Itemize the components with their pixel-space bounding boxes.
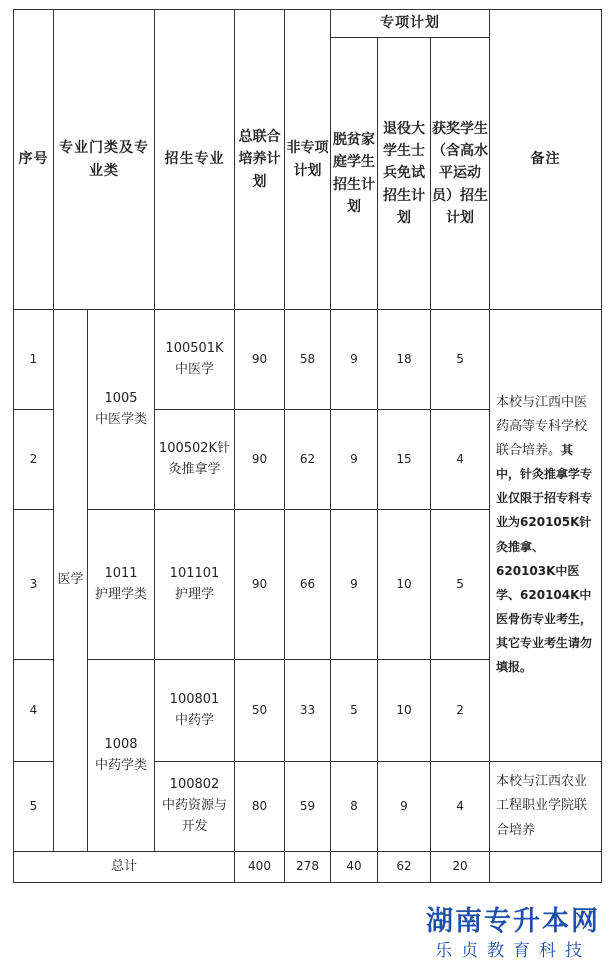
major-name: 灸推拿学	[168, 461, 221, 477]
enrollment-plan-table	[13, 9, 602, 883]
major-name: 中药学	[174, 712, 214, 728]
cell-non-special: 58	[285, 310, 331, 410]
cell-remark-2: 本校与江西农业工程职业学院联合培养	[490, 762, 602, 852]
cell-total: 90	[235, 510, 285, 660]
cell-major	[155, 660, 235, 762]
header-seq: 序号	[14, 10, 54, 310]
total-label: 总计	[14, 852, 235, 883]
cell-non-special: 33	[285, 660, 331, 762]
cell-group	[88, 660, 155, 852]
header-major: 招生专业	[155, 10, 235, 310]
cell-award: 5	[431, 310, 490, 410]
total-remark-empty	[490, 852, 602, 883]
major-code: 100502K针	[158, 440, 231, 456]
cell-group	[88, 310, 155, 510]
watermark-subtitle: 乐贞教育科技	[435, 941, 591, 961]
cell-award: 4	[431, 410, 490, 510]
header-non-special: 非专项计划	[285, 10, 331, 310]
cell-poverty: 9	[331, 410, 378, 510]
cell-seq: 2	[14, 410, 54, 510]
major-code: 100501K	[165, 340, 224, 356]
group-code: 1011	[104, 565, 138, 581]
cell-veterans: 18	[378, 310, 431, 410]
major-code: 100801	[169, 691, 220, 707]
cell-poverty: 9	[331, 310, 378, 410]
total-award: 20	[431, 852, 490, 883]
watermark-logo	[418, 905, 608, 963]
cell-seq: 4	[14, 660, 54, 762]
cell-total: 90	[235, 310, 285, 410]
cell-total: 50	[235, 660, 285, 762]
cell-non-special: 66	[285, 510, 331, 660]
cell-group	[88, 510, 155, 660]
major-name: 中医学	[174, 361, 214, 377]
cell-non-special: 59	[285, 762, 331, 852]
cell-award: 2	[431, 660, 490, 762]
cell-seq: 5	[14, 762, 54, 852]
cell-poverty: 9	[331, 510, 378, 660]
group-name: 中医学类	[94, 411, 147, 427]
total-poverty: 40	[331, 852, 378, 883]
total-row	[14, 852, 602, 883]
cell-total: 80	[235, 762, 285, 852]
cell-major	[155, 310, 235, 410]
cell-award: 4	[431, 762, 490, 852]
cell-major	[155, 762, 235, 852]
header-category: 专业门类及专业类	[54, 10, 155, 310]
cell-remark-1	[490, 310, 602, 762]
header-remark: 备注	[490, 10, 602, 310]
cell-award: 5	[431, 510, 490, 660]
total-non-special: 278	[285, 852, 331, 883]
cell-non-special: 62	[285, 410, 331, 510]
major-code: 100802	[169, 777, 220, 793]
cell-poverty: 5	[331, 660, 378, 762]
remark-detail: 其中，针灸推拿学专业仅限于招专科专业为620105K针灸推拿、620103K中医学、620104K中医骨伤专业考生，其它专业考生请勿填报。	[496, 443, 593, 674]
header-special-group: 专项计划	[331, 10, 490, 38]
cell-veterans: 15	[378, 410, 431, 510]
cell-major	[155, 410, 235, 510]
group-code: 1008	[104, 736, 138, 752]
watermark-title: 湖南专升本网	[426, 906, 600, 937]
cell-seq: 1	[14, 310, 54, 410]
cell-veterans: 9	[378, 762, 431, 852]
major-code: 101101	[169, 565, 220, 581]
cell-seq: 3	[14, 510, 54, 660]
group-name: 护理学类	[94, 586, 147, 602]
total-plan: 400	[235, 852, 285, 883]
cell-veterans: 10	[378, 660, 431, 762]
group-name: 中药学类	[94, 757, 147, 773]
remark-intro: 本校与江西中医药高等专科学校联合培养。	[496, 395, 588, 459]
group-code: 1005	[104, 390, 138, 406]
header-award: 获奖学生（含高水平运动员）招生计划	[431, 38, 490, 310]
cell-discipline: 医学	[54, 310, 88, 852]
header-total-plan: 总联合培养计划	[235, 10, 285, 310]
cell-poverty: 8	[331, 762, 378, 852]
cell-major	[155, 510, 235, 660]
header-veterans: 退役大学生士兵免试招生计划	[378, 38, 431, 310]
header-poverty: 脱贫家庭学生招生计划	[331, 38, 378, 310]
major-name: 护理学	[174, 586, 214, 602]
cell-total: 90	[235, 410, 285, 510]
table-row	[14, 310, 602, 410]
major-name: 中药资源与开发	[161, 798, 227, 834]
cell-veterans: 10	[378, 510, 431, 660]
total-veterans: 62	[378, 852, 431, 883]
